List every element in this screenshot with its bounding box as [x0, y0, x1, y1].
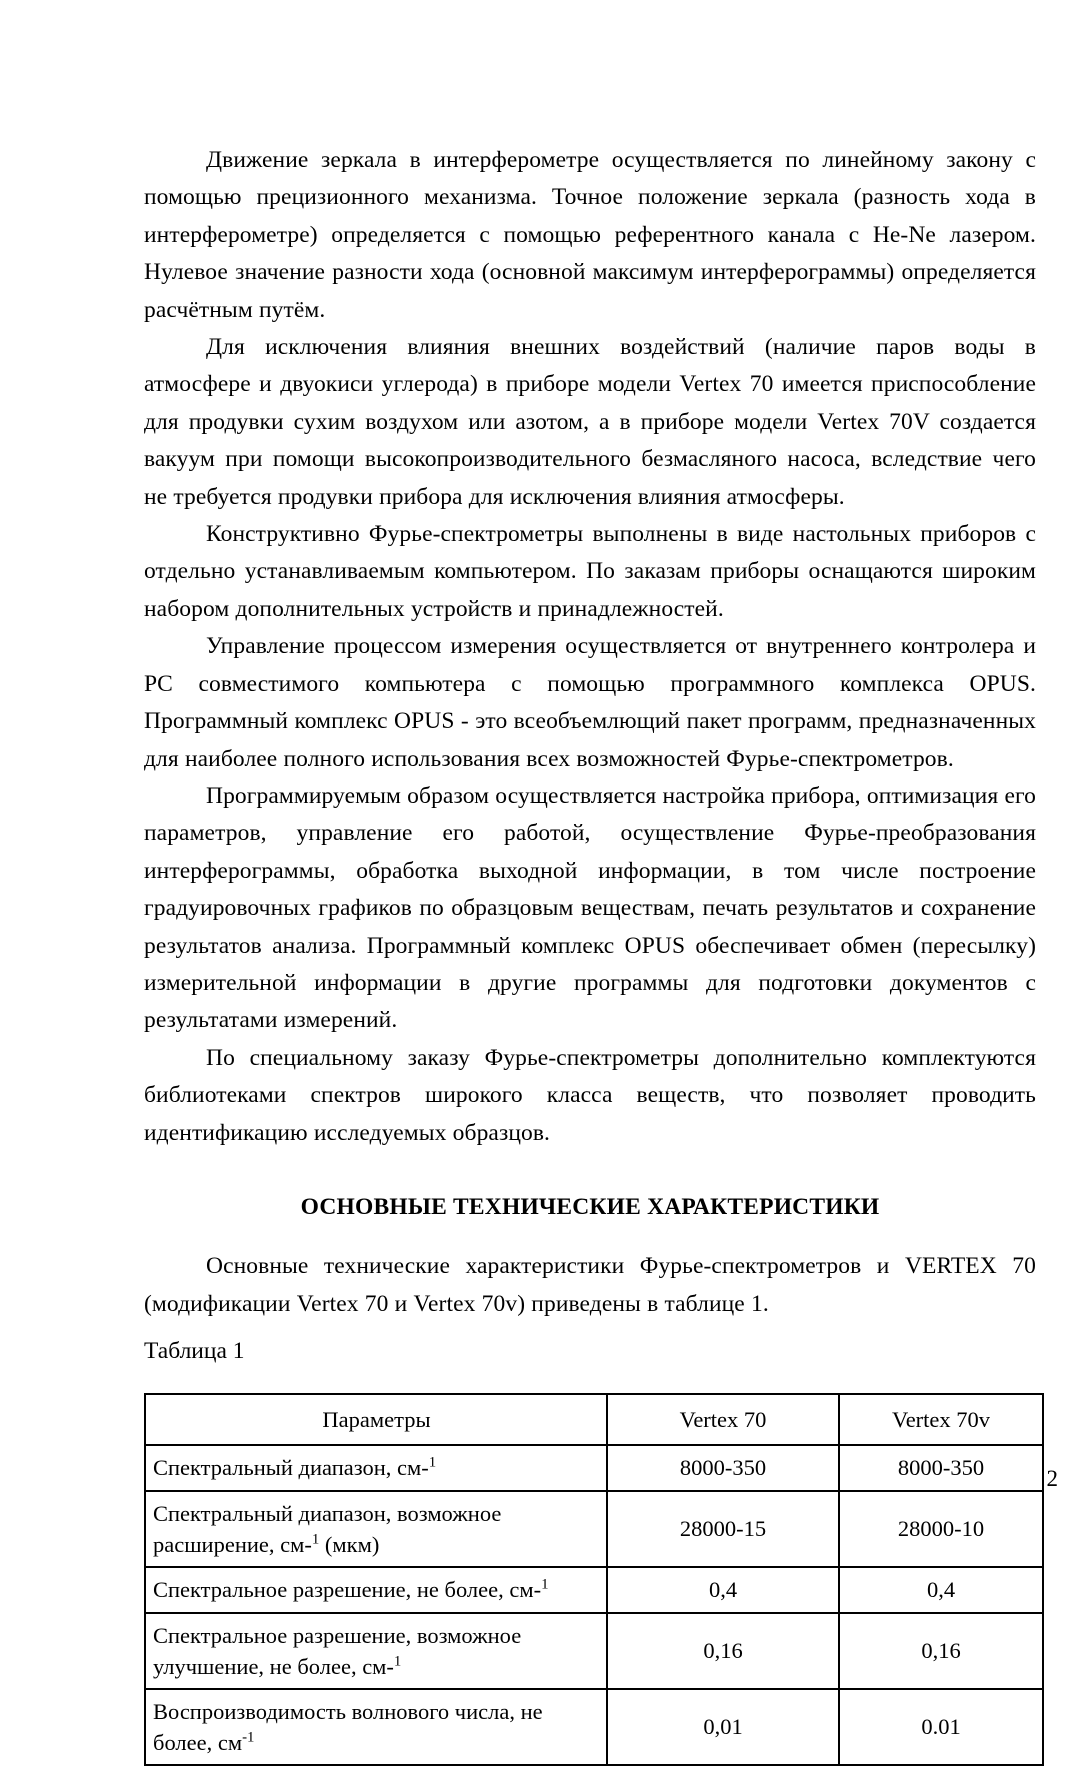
table-header-parameters: [145, 1394, 607, 1445]
paragraph-purge-vacuum: Для исключения влияния внешних воздействий (наличие паров воды в атмосфере и двуокиси углерода) в приборе модели Vertex 70 имеется приспособление для продувки сухим воздухом или азотом, а в приборе модели Vertex 70V создается вакуум при помощи высокопроизводительного безмасляного насоса, вследствие чего не требуется продувки прибора для исключения влияния атмосферы.: [144, 334, 1036, 510]
paragraph-table-intro: Основные технические характеристики Фурье-спектрометров и VERTEX 70 (модификации Vertex 70 и Vertex 70v) приведены в таблице 1.: [144, 1253, 1036, 1317]
paragraph-programmable: Программируемым образом осуществляется настройка прибора, оптимизация его параметров, управление его работой, осуществление Фурье-преобразования интерферограммы, обработка выходной информации, в том числе построение градуировочных графиков по образцовым веществам, печать результатов и сохранение результатов анализа. Программный комплекс OPUS обеспечивает обмен (пересылку) измерительной информации в другие программы для подготовки документов с результатами измерений.: [144, 782, 1036, 1034]
table-label-spacer: [144, 1323, 1036, 1333]
parameter-label: [146, 1614, 606, 1688]
paragraph-construction: Конструктивно Фурье-спектрометры выполнены в виде настольных приборов с отдельно устанавливаемым компьютером. По заказам приборы оснащаются широким набором дополнительных устройств и принадлежностей.: [144, 521, 1036, 622]
value-vertex70: 0,4: [708, 1577, 738, 1603]
paragraph-mirror-motion: Движение зеркала в интерферометре осуществляется по линейному закону с помощью прецизионного механизма. Точное положение зеркала (разность хода в интерферометре) определяется с помощью референтного канала с He-Ne лазером. Нулевое значение разности хода (основной максимум интерферограммы) определяется расчётным путём.: [144, 147, 1036, 323]
value-vertex70: 0,01: [703, 1714, 743, 1740]
table-cell-vertex70: [607, 1567, 839, 1613]
table-cell-vertex70: [607, 1613, 839, 1689]
parameter-label: [146, 1492, 606, 1566]
table-cell-vertex70v: [839, 1567, 1043, 1613]
table-row: [145, 1445, 1043, 1491]
table-label: Таблица 1: [144, 1338, 245, 1365]
table-header-vertex70-label: Vertex 70: [679, 1406, 767, 1432]
table-row: [145, 1689, 1043, 1765]
parameter-text-suffix: (мкм): [319, 1531, 380, 1557]
table-cell-vertex70: [607, 1689, 839, 1765]
parameter-label: [146, 1446, 606, 1489]
parameter-superscript: -1: [242, 1729, 255, 1746]
page-content: [144, 142, 1036, 1766]
value-vertex70: 0,16: [703, 1638, 743, 1664]
parameter-text: Спектральный диапазон, см-: [153, 1455, 429, 1481]
page-number: 2: [1046, 1466, 1058, 1491]
value-vertex70v: 0,4: [926, 1577, 956, 1603]
parameter-text: Воспроизводимость волнового числа, не более, см: [153, 1698, 543, 1755]
parameter-superscript: 1: [541, 1576, 549, 1593]
value-vertex70v: 0.01: [921, 1714, 961, 1740]
table-row: [145, 1491, 1043, 1567]
parameter-superscript: 1: [428, 1454, 437, 1471]
table-head: [145, 1394, 1043, 1445]
table-cell-vertex70v: [839, 1491, 1043, 1567]
table-header-vertex70v-label: Vertex 70v: [891, 1406, 991, 1432]
heading-spacer-above: [144, 1152, 1036, 1189]
table-cell-vertex70: [607, 1445, 839, 1491]
parameter-text: Спектральный диапазон, возможное расширение, см-: [153, 1500, 502, 1557]
parameter-text: Спектральное разрешение, не более, см-: [153, 1577, 542, 1603]
value-vertex70: 28000-15: [679, 1516, 767, 1542]
table-cell-vertex70v: [839, 1689, 1043, 1765]
paragraph-spectral-libraries: По специальному заказу Фурье-спектрометры дополнительно комплектуются библиотеками спектров широкого класса веществ, что позволяет проводить идентификацию исследуемых образцов.: [144, 1044, 1036, 1146]
table-cell-vertex70: [607, 1491, 839, 1567]
table-cell-parameter: [145, 1613, 607, 1689]
heading-spacer-below: [144, 1226, 1036, 1248]
paragraph-opus-control: Управление процессом измерения осуществляется от внутреннего контролера и PC совместимого компьютера с помощью программного комплекса OPUS. Программный комплекс OPUS - это всеобъемлющий пакет программ, предназначенных для наиболее полного использования всех возможностей Фурье-спектрометров.: [144, 633, 1036, 772]
table-cell-parameter: [145, 1689, 607, 1765]
specifications-table: [144, 1393, 1044, 1766]
parameter-superscript: 1: [393, 1653, 402, 1670]
table-cell-parameter: [145, 1445, 607, 1491]
value-vertex70: 8000-350: [679, 1455, 767, 1481]
table-body: [145, 1445, 1043, 1765]
table-spacer-above: [144, 1371, 1036, 1393]
value-vertex70v: 8000-350: [897, 1455, 985, 1481]
table-header-vertex70: [607, 1394, 839, 1445]
parameter-text: Спектральное разрешение, возможное улучшение, не более, см-: [153, 1622, 522, 1679]
table-cell-vertex70v: [839, 1445, 1043, 1491]
table-row: [145, 1613, 1043, 1689]
table-cell-vertex70v: [839, 1613, 1043, 1689]
table-header-row: [145, 1394, 1043, 1445]
value-vertex70v: 28000-10: [897, 1516, 985, 1542]
parameter-label: [146, 1690, 606, 1764]
table-header-vertex70v: [839, 1394, 1043, 1445]
value-vertex70v: 0,16: [921, 1638, 961, 1664]
table-cell-parameter: [145, 1491, 607, 1567]
parameter-superscript: 1: [311, 1531, 320, 1548]
table-cell-parameter: [145, 1567, 607, 1613]
section-heading-technical-specs: ОСНОВНЫЕ ТЕХНИЧЕСКИЕ ХАРАКТЕРИСТИКИ: [300, 1193, 880, 1220]
table-row: [145, 1567, 1043, 1613]
table-header-parameters-label: Параметры: [322, 1406, 431, 1432]
parameter-label: [146, 1568, 606, 1611]
